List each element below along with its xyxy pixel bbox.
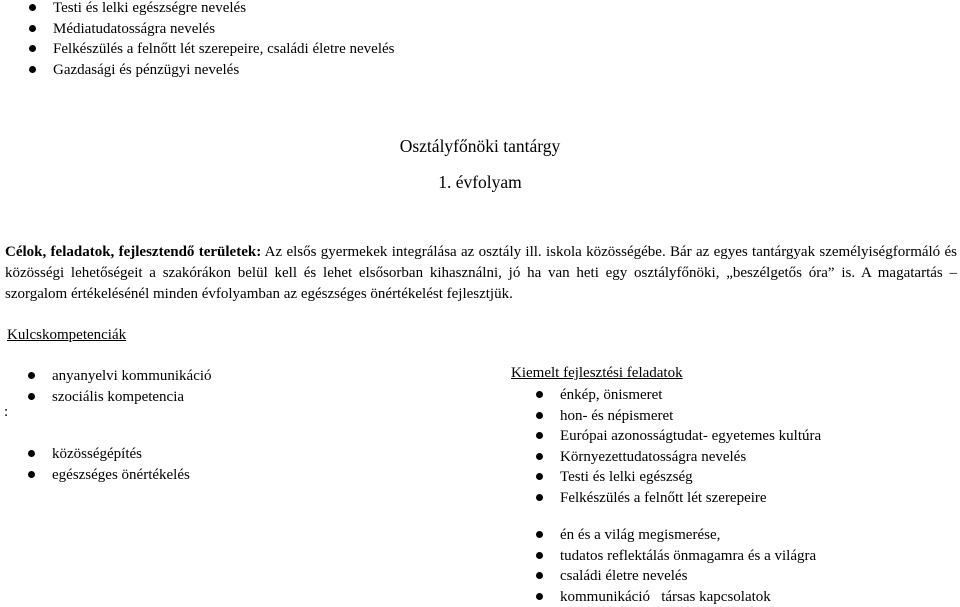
list-item: egészséges önértékelés (28, 465, 190, 486)
goals-label: Célok, feladatok, fejlesztendő területek: (5, 244, 262, 260)
list-item: családi életre nevelés (536, 566, 816, 587)
list-item: tudatos reflektálás önmagamra és a világra (536, 546, 816, 567)
goals-paragraph (5, 242, 957, 305)
list-item: Környezettudatosságra nevelés (536, 447, 821, 468)
list-item: énkép, önismeret (536, 385, 821, 406)
competence-list-2 (28, 444, 190, 485)
colon-mark: : (4, 404, 9, 420)
list-item: szociális kompetencia (28, 387, 212, 408)
page-subtitle: 1. évfolyam (438, 172, 522, 192)
list-item: Európai azonosságtudat- egyetemes kultúra (536, 426, 821, 447)
dev-tasks-heading: Kiemelt fejlesztési feladatok (511, 365, 683, 381)
key-competences-heading: Kulcskompetenciák (7, 327, 127, 343)
list-item: én és a világ megismerése, (536, 525, 816, 546)
list-item: hon- és népismeret (536, 406, 821, 427)
list-item: Felkészülés a felnőtt lét szerepeire, családi életre nevelés (29, 39, 395, 60)
dev-tasks-list-2 (536, 525, 816, 607)
list-item: kommunikáció társas kapcsolatok (536, 587, 816, 607)
list-item: Testi és lelki egészség (536, 467, 821, 488)
page-title: Osztályfőnöki tantárgy (399, 136, 561, 156)
list-item: anyanyelvi kommunikáció (28, 366, 212, 387)
list-item: Testi és lelki egészségre nevelés (29, 0, 395, 19)
list-item: Médiatudatosságra nevelés (29, 19, 395, 40)
goals-text: Az elsős gyermekek integrálása az osztály ill. iskola közösségébe. Bár az egyes tantárgyak személyiségformáló és közösségi lehetőségeit a szakórákon belül kell és lehet elsősorban kihasználni, jó ha van heti egy osztályfőnöki, „beszélgetős óra” is. A magatartás – szorgalom értékelésénél minden évfolyamban az egészséges önértékelést fejlesztjük. (5, 244, 957, 302)
competence-list-1 (28, 366, 212, 407)
list-item: Gazdasági és pénzügyi nevelés (29, 60, 395, 81)
top-bullet-list (29, 0, 395, 80)
dev-tasks-list-1 (536, 385, 821, 508)
list-item: közösségépítés (28, 444, 190, 465)
list-item: Felkészülés a felnőtt lét szerepeire (536, 488, 821, 509)
